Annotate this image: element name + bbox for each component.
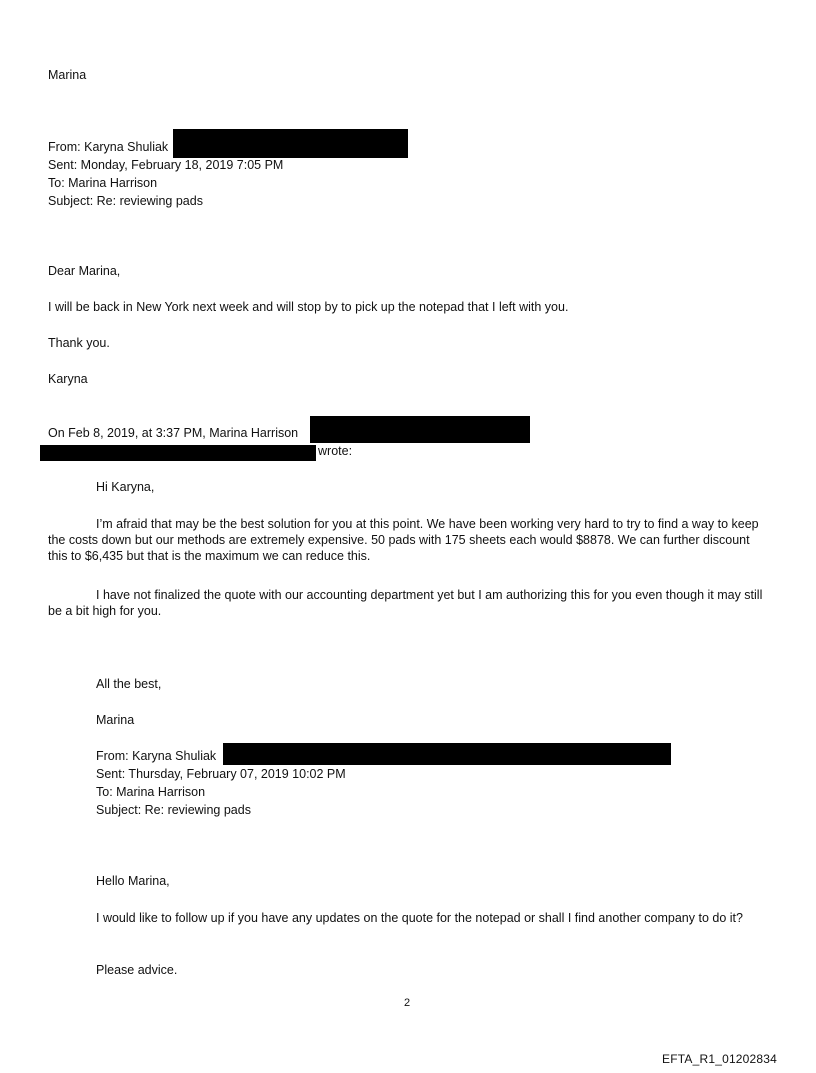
signoff: Marina — [96, 713, 135, 727]
header-from: From: Karyna Shuliak — [48, 140, 169, 154]
closing: All the best, — [96, 677, 162, 691]
paragraph: I have not finalized the quote with our accounting department yet but I am authorizing this for you even though it may still be a bit high for you. — [48, 588, 763, 618]
body-text: I will be back in New York next week and will stop by to pick up the notepad that I left with you. — [48, 300, 569, 314]
paragraph: I’m afraid that may be the best solution for you at this point. We have been working very hard to try to find a way to keep the costs down but our methods are extremely expensive. 50 pads with 175 sheets each would $8878. We can further discount this to $6,435 but that is the maximum we can reduce this. — [48, 517, 759, 563]
header-to: To: Marina Harrison — [48, 176, 158, 190]
signoff: Karyna — [48, 372, 88, 386]
header-sent: Sent: Thursday, February 07, 2019 10:02 PM — [96, 767, 346, 781]
header-subject: Subject: Re: reviewing pads — [96, 803, 251, 817]
redaction-block — [173, 129, 408, 158]
wrote-text: wrote: — [318, 444, 353, 458]
greeting: Hello Marina, — [96, 874, 170, 888]
redaction-block — [40, 445, 316, 461]
greeting: Dear Marina, — [48, 264, 121, 278]
redaction-block — [310, 416, 530, 443]
document-id: EFTA_R1_01202834 — [662, 1052, 778, 1066]
thanks-text: Thank you. — [48, 336, 110, 350]
paragraph: I would like to follow up if you have any updates on the quote for the notepad or shall I find another company to do it? — [96, 911, 743, 925]
quote-intro-line: On Feb 8, 2019, at 3:37 PM, Marina Harrison — [48, 426, 299, 440]
signature-top: Marina — [48, 68, 87, 82]
header-from: From: Karyna Shuliak — [96, 749, 217, 763]
header-sent: Sent: Monday, February 18, 2019 7:05 PM — [48, 158, 284, 172]
advice-text: Please advice. — [96, 963, 178, 977]
greeting: Hi Karyna, — [96, 480, 155, 494]
redaction-block — [223, 743, 671, 765]
header-subject: Subject: Re: reviewing pads — [48, 194, 203, 208]
header-to: To: Marina Harrison — [96, 785, 206, 799]
page-number: 2 — [404, 997, 411, 1009]
